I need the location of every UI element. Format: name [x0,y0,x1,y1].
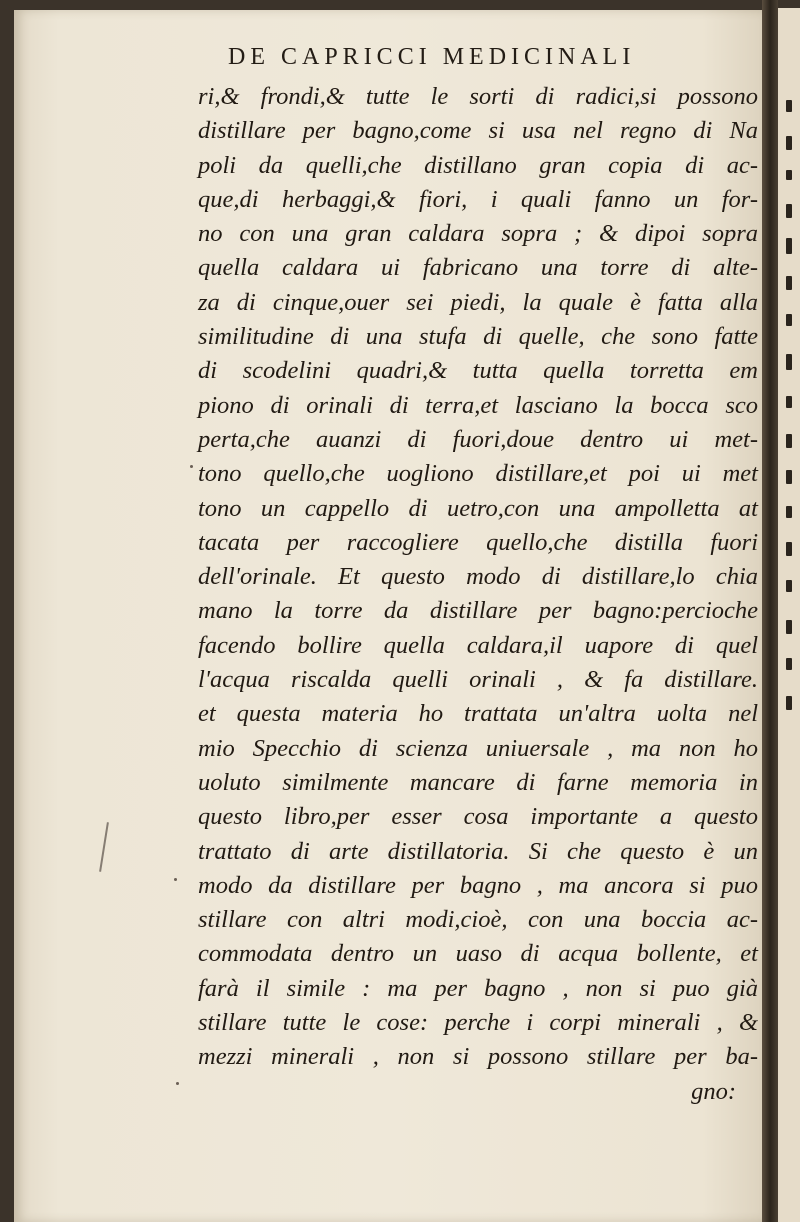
text-line: tono quello,che uogliono distillare,et poi ui met [198,460,758,488]
text-line: mio Specchio di scienza uniuersale , ma non ho [198,734,758,762]
text-line: perta,che auanzi di fuori,doue dentro ui met- [198,425,758,453]
text-line: dell'orinale. Et questo modo di distillare,lo chia [198,563,758,591]
text-line: modo da distillare per bagno , ma ancora si puo [198,871,758,899]
text-line: trattato di arte distillatoria. Si che questo è un [198,837,758,865]
text-line: que,di herbaggi,& fiori, i quali fanno un for- [198,185,758,213]
text-line: quella caldara ui fabricano una torre di alte- [198,254,758,282]
text-line: et questa materia ho trattata un'altra uolta nel [198,700,758,728]
text-line: stillare tutte le cose: perche i corpi minerali , & [198,1009,758,1037]
text-line: stillare con altri modi,cioè, con una boccia ac- [198,906,758,934]
margin-speck [174,878,177,881]
text-line: tono un cappello di uetro,con una ampolletta at [198,494,758,522]
text-line: l'acqua riscalda quelli orinali , & fa distillare. [198,666,758,694]
text-line: piono di orinali di terra,et lasciano la bocca sco [198,391,758,419]
text-line: questo libro,per esser cosa importante a questo [198,803,758,831]
text-line: commodata dentro un uaso di acqua bollente, et [198,940,758,968]
text-line: no con una gran caldara sopra ; & dipoi sopra [198,220,758,248]
text-line: tacata per raccogliere quello,che distilla fuori [198,528,758,556]
text-line: mezzi minerali , non si possono stillare per ba- [198,1043,758,1071]
margin-speck [176,1082,179,1085]
text-line: di scodelini quadri,& tutta quella torretta em [198,357,758,385]
text-line: facendo bollire quella caldara,il uapore di quel [198,631,758,659]
adjacent-page-edge [778,8,800,1222]
text-line: za di cinque,ouer sei piedi, la quale è fatta alla [198,288,758,316]
text-line: distillare per bagno,come si usa nel regno di Na [198,117,758,145]
margin-speck [190,465,193,468]
book-gutter [762,0,778,1222]
text-line: ri,& frondi,& tutte le sorti di radici,si possono [198,83,758,110]
text-line: poli da quelli,che distillano gran copia di ac- [198,151,758,179]
text-line: uoluto similmente mancare di farne memoria in [198,768,758,796]
text-line: mano la torre da distillare per bagno:percioche [198,597,758,625]
page-body-text [198,80,758,1109]
text-line: farà il simile : ma per bagno , non si puo già [198,974,758,1002]
text-line: similitudine di una stufa di quelle, che sono fatte [198,323,758,351]
text-line-catchword: gno: [691,1077,736,1105]
running-header: DE CAPRICCI MEDICINALI [228,44,636,70]
